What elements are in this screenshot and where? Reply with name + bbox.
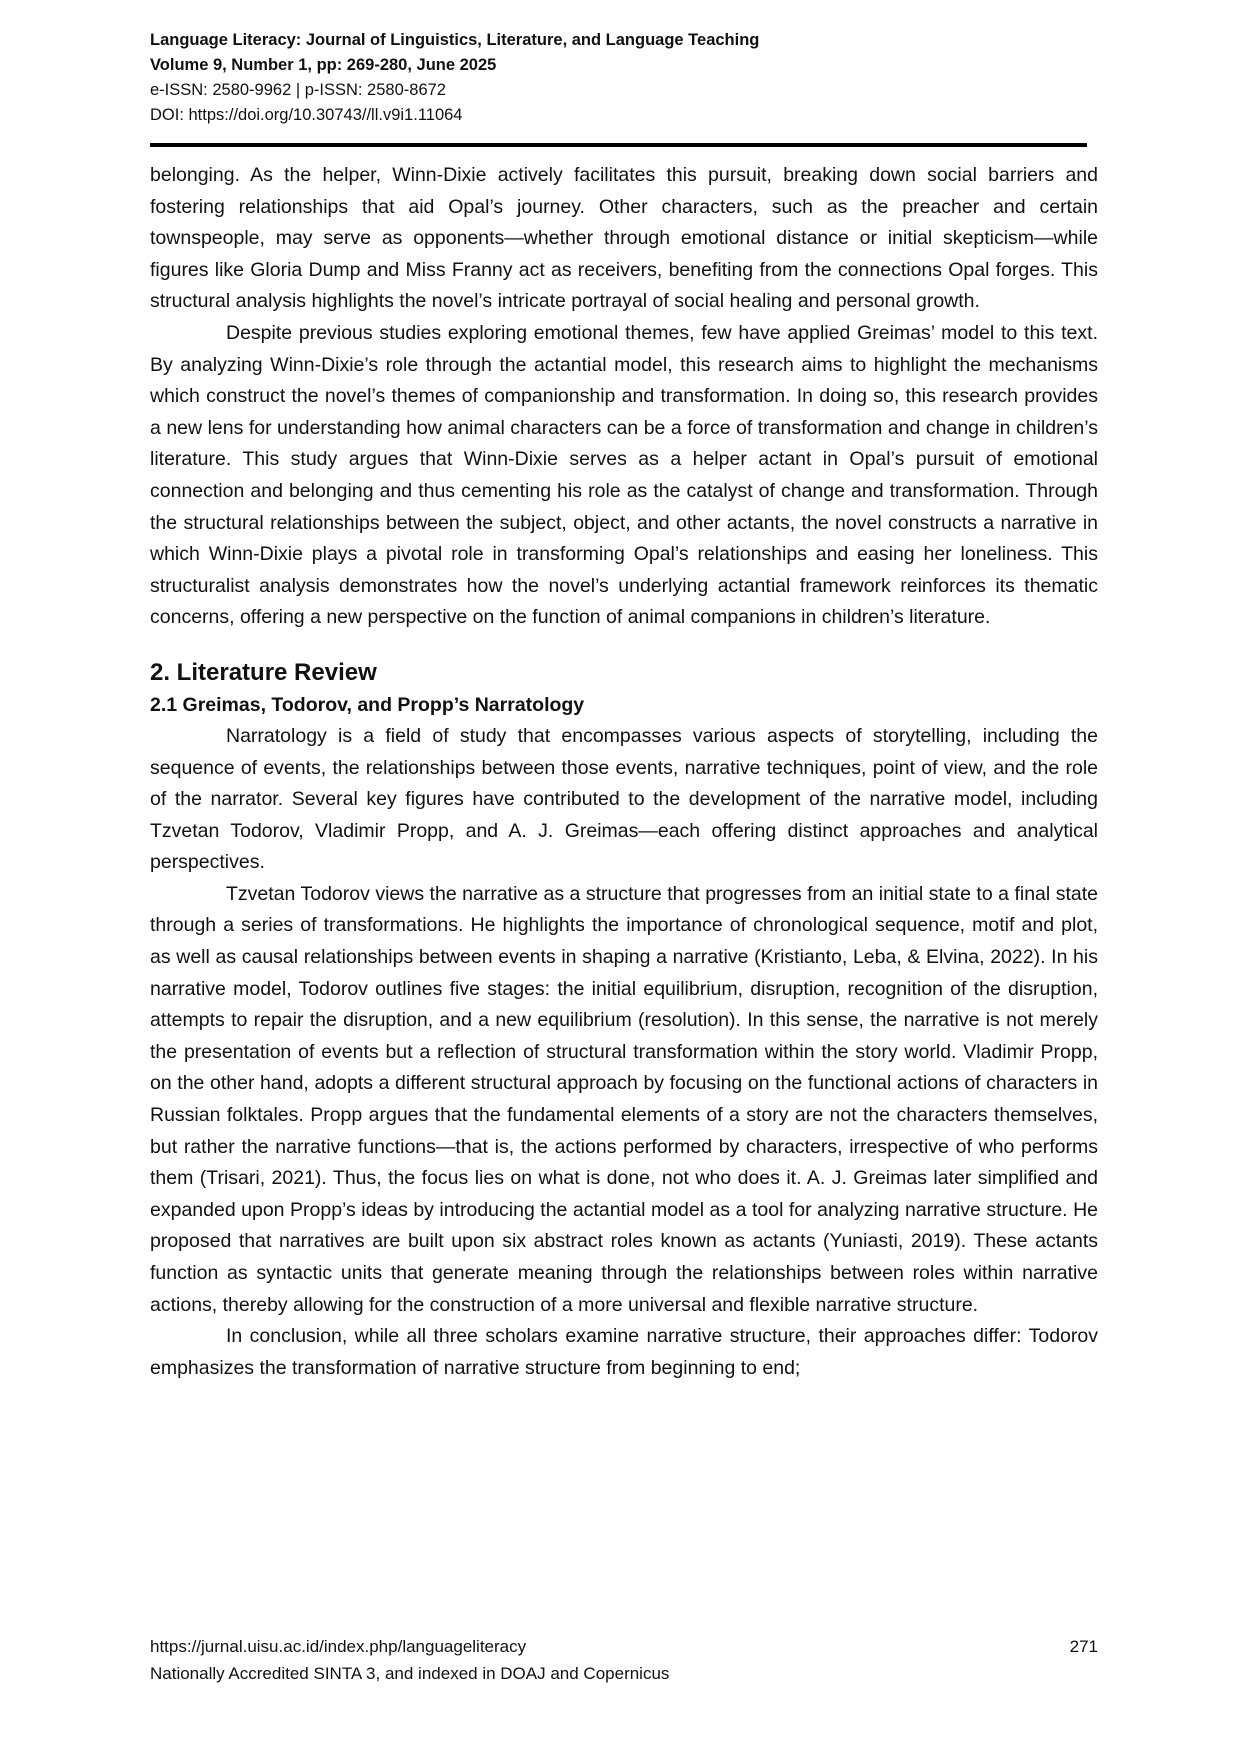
journal-title: Language Literacy: Journal of Linguistics, Literature, and Language Teaching	[150, 31, 760, 49]
journal-header	[150, 28, 1098, 128]
header-divider	[150, 143, 1087, 147]
subsection-heading: 2.1 Greimas, Todorov, and Propp’s Narratology	[150, 693, 585, 716]
section-paragraph-3: In conclusion, while all three scholars examine narrative structure, their approaches differ: Todorov emphasizes the transformation of narrative structure from beginning to end;	[150, 1325, 1098, 1379]
body-paragraph-2: Despite previous studies exploring emotional themes, few have applied Greimas’ model to this text. By analyzing Winn-Dixie’s role through the actantial model, this research aims to highlight the mechanisms which construct the novel’s themes of companionship and transformation. In doing so, this research provides a new lens for understanding how animal characters can be a force of transformation and change in children’s literature. This study argues that Winn-Dixie serves as a helper actant in Opal’s pursuit of emotional connection and belonging and thus cementing his role as the catalyst of change and transformation. Through the structural relationships between the subject, object, and other actants, the novel constructs a narrative in which Winn-Dixie plays a pivotal role in transforming Opal’s relationships and easing her loneliness. This structuralist analysis demonstrates how the novel’s underlying actantial framework reinforces its thematic concerns, offering a new perspective on the function of animal companions in children’s literature.	[150, 321, 1098, 629]
issn-info: e-ISSN: 2580-9962 | p-ISSN: 2580-8672	[150, 81, 446, 99]
section-heading: 2. Literature Review	[150, 658, 377, 686]
accreditation-note: Nationally Accredited SINTA 3, and indexed in DOAJ and Copernicus	[150, 1664, 670, 1683]
journal-url-link[interactable]: https://jurnal.uisu.ac.id/index.php/languageliteracy	[150, 1637, 527, 1656]
section-paragraph-2: Tzvetan Todorov views the narrative as a structure that progresses from an initial state to a final state through a series of transformations. He highlights the importance of chronological sequence, motif and plot, as well as causal relationships between events in shaping a narrative (Kristianto, Leba, & Elvina, 2022). In his narrative model, Todorov outlines five stages: the initial equilibrium, disruption, recognition of the disruption, attempts to repair the disruption, and a new equilibrium (resolution). In this sense, the narrative is not merely the presentation of events but a reflection of structural transformation within the story world. Vladimir Propp, on the other hand, adopts a different structural approach by focusing on the functional actions of characters in Russian folktales. Propp argues that the fundamental elements of a story are not the characters themselves, but rather the narrative functions—that is, the actions performed by characters, irrespective of who performs them (Trisari, 2021). Thus, the focus lies on what is done, not who does it. A. J. Greimas later simplified and expanded upon Propp’s ideas by introducing the actantial model as a tool for analyzing narrative structure. He proposed that narratives are built upon six abstract roles known as actants (Yuniasti, 2019). These actants function as syntactic units that generate meaning through the relationships between roles within narrative actions, thereby allowing for the construction of a more universal and flexible narrative structure.	[150, 882, 1098, 1316]
page-number: 271	[1069, 1637, 1098, 1656]
volume-info: Volume 9, Number 1, pp: 269-280, June 2025	[150, 56, 497, 74]
body-paragraph-1: belonging. As the helper, Winn-Dixie actively facilitates this pursuit, breaking down social barriers and fostering relationships that aid Opal’s journey. Other characters, such as the preacher and certain townspeople, may serve as opponents—whether through emotional distance or initial skepticism—while figures like Gloria Dump and Miss Franny act as receivers, benefiting from the connections Opal forges. This structural analysis highlights the novel’s intricate portrayal of social healing and personal growth.	[150, 164, 1098, 313]
page-footer	[150, 1633, 1098, 1687]
article-body	[150, 160, 1098, 1384]
section-paragraph-1: Narratology is a field of study that encompasses various aspects of storytelling, including the sequence of events, the relationships between those events, narrative techniques, point of view, and the role of the narrator. Several key figures have contributed to the development of the narrative model, including Tzvetan Todorov, Vladimir Propp, and A. J. Greimas—each offering distinct approaches and analytical perspectives.	[150, 724, 1098, 874]
doi-info: DOI: https://doi.org/10.30743//ll.v9i1.11064	[150, 106, 463, 124]
